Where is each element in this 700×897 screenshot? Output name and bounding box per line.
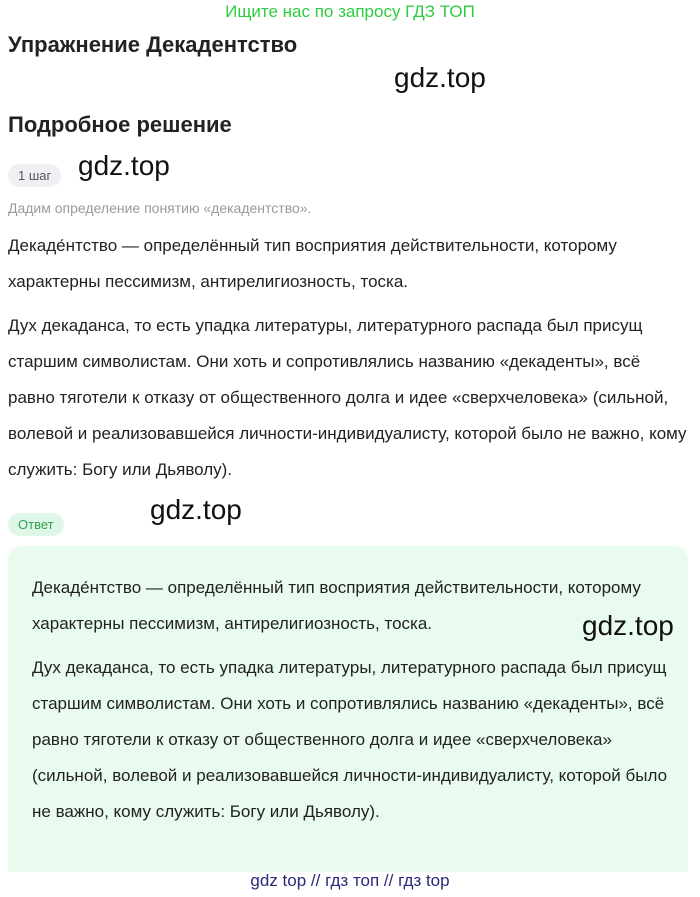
answer-paragraph-2: Дух декаданса, то есть упадка литературы, литературного распада был присущ старшим символистам. Они хоть и сопротивлялись названию «декаденты», всё равно тяготели к отказу от общественного долга и идее «сверхчеловека» (сильной, волевой и реализовавшейся личности-индивидуалисту, которой было не важно, кому служить: Богу или Дьяволу). xyxy=(32,658,668,821)
step-hint: Дадим определение понятию «декадентство». xyxy=(8,200,312,216)
solution-paragraph-1: Декаде́нтство — определённый тип восприятия действительности, которому характерны пессимизм, антирелигиозность, тоска. xyxy=(8,236,617,291)
answer-box xyxy=(8,546,688,872)
solution-paragraph-2: Дух декаданса, то есть упадка литературы, литературного распада был присущ старшим символистам. Они хоть и сопротивлялись названию «декаденты», всё равно тяготели к отказу от общественного долга и идее «сверхчеловека» (сильной, волевой и реализовавшейся личности-индивидуалисту, которой было не важно, кому служить: Богу или Дьяволу). xyxy=(8,316,687,479)
watermark: gdz.top xyxy=(582,610,674,641)
watermark: gdz.top xyxy=(78,150,170,181)
footer-watermark: gdz top // гдз топ // гдз top xyxy=(250,871,450,890)
answer-badge: Ответ xyxy=(8,513,64,536)
watermark: gdz.top xyxy=(150,494,242,525)
watermark: gdz.top xyxy=(394,62,486,93)
answer-paragraph-1: Декаде́нтство — определённый тип восприятия действительности, которому характерны пессимизм, антирелигиозность, тоска. xyxy=(32,578,641,633)
page-title: Упражнение Декадентство xyxy=(8,32,298,57)
step-badge: 1 шаг xyxy=(8,164,61,187)
section-title: Подробное решение xyxy=(8,112,232,137)
search-banner: Ищите нас по запросу ГДЗ ТОП xyxy=(225,2,475,21)
